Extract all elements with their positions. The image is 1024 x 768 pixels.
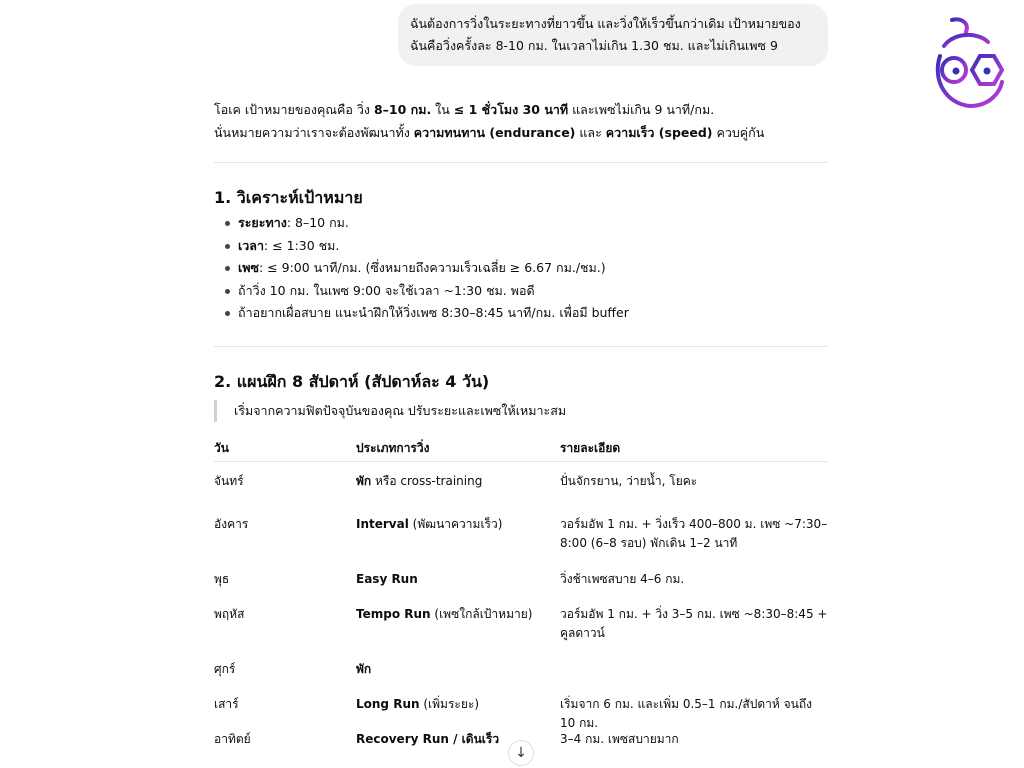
divider — [214, 162, 828, 163]
table-row: จันทร์ พัก หรือ cross-training ปั่นจักรยาน, ว่ายน้ำ, โยคะ — [214, 474, 698, 488]
header-day: วัน — [214, 441, 229, 455]
cartoon-glasses-logo-icon — [930, 16, 1010, 112]
arrow-down-icon: ↓ — [515, 745, 527, 761]
scroll-down-button[interactable] — [508, 740, 534, 766]
table-row: พฤหัส Tempo Run (เพซใกล้เป้าหมาย) วอร์มอัพ 1 กม. + วิ่ง 3–5 กม. เพซ ~8:30–8:45 + คูลดาวน์ — [214, 607, 828, 640]
divider — [214, 346, 828, 347]
section-2-heading: 2. แผนฝึก 8 สัปดาห์ (สัปดาห์ละ 4 วัน) — [214, 372, 490, 391]
section-1-heading: 1. วิเคราะห์เป้าหมาย — [214, 188, 363, 207]
table-row: ศุกร์ พัก — [214, 662, 372, 676]
table-row: อาทิตย์ Recovery Run / เดินเร็ว 3–4 กม. เพซสบายมาก — [214, 732, 679, 746]
list-item: ระยะทาง: 8–10 กม. — [214, 212, 629, 235]
blockquote-note: เริ่มจากความฟิตปัจจุบันของคุณ ปรับระยะและเพซให้เหมาะสม — [214, 400, 566, 422]
assistant-intro — [214, 98, 834, 144]
list-item: ถ้าวิ่ง 10 กม. ในเพซ 9:00 จะใช้เวลา ~1:30 ชม. พอดี — [214, 280, 629, 303]
user-message-text: ฉันต้องการวิ่งในระยะทางที่ยาวขึ้น และวิ่งให้เร็วขึ้นกว่าเดิม เป้าหมายของฉันคือวิ่งครั้งละ 8-10 กม. ในเวลาไม่เกิน 1.30 ชม. และไม่เกินเพซ 9 — [410, 16, 801, 53]
table-row: เสาร์ Long Run (เพิ่มระยะ) เริ่มจาก 6 กม. และเพิ่ม 0.5–1 กม./สัปดาห์ จนถึง 10 กม. — [214, 697, 812, 730]
header-detail: รายละเอียด — [560, 441, 621, 455]
list-item: ถ้าอยากเผื่อสบาย แนะนำฝึกให้วิ่งเพซ 8:30–8:45 นาที/กม. เพื่อมี buffer — [214, 302, 629, 325]
user-message-bubble — [398, 4, 828, 66]
training-plan-table — [214, 436, 828, 755]
table-row: พุธ Easy Run วิ่งช้าเพซสบาย 4–6 กม. — [214, 572, 685, 586]
table-row: อังคาร Interval (พัฒนาความเร็ว) วอร์มอัพ 1 กม. + วิ่งเร็ว 400–800 ม. เพซ ~7:30–8:00 (6–8 รอบ) พักเดิน 1–2 นาที — [214, 517, 828, 550]
intro-line-2: นั่นหมายความว่าเราจะต้องพัฒนาทั้ง ความทนทาน (endurance) และ ความเร็ว (speed) ควบคู่กัน — [214, 125, 765, 140]
list-item: เวลา: ≤ 1:30 ชม. — [214, 235, 629, 258]
header-type: ประเภทการวิ่ง — [356, 441, 430, 455]
table-header — [214, 436, 828, 462]
goal-list — [214, 212, 629, 325]
intro-line-1: โอเค เป้าหมายของคุณคือ วิ่ง 8–10 กม. ใน ≤ 1 ชั่วโมง 30 นาที และเพซไม่เกิน 9 นาที/กม. — [214, 102, 715, 117]
list-item: เพซ: ≤ 9:00 นาที/กม. (ซึ่งหมายถึงความเร็วเฉลี่ย ≥ 6.67 กม./ชม.) — [214, 257, 629, 280]
